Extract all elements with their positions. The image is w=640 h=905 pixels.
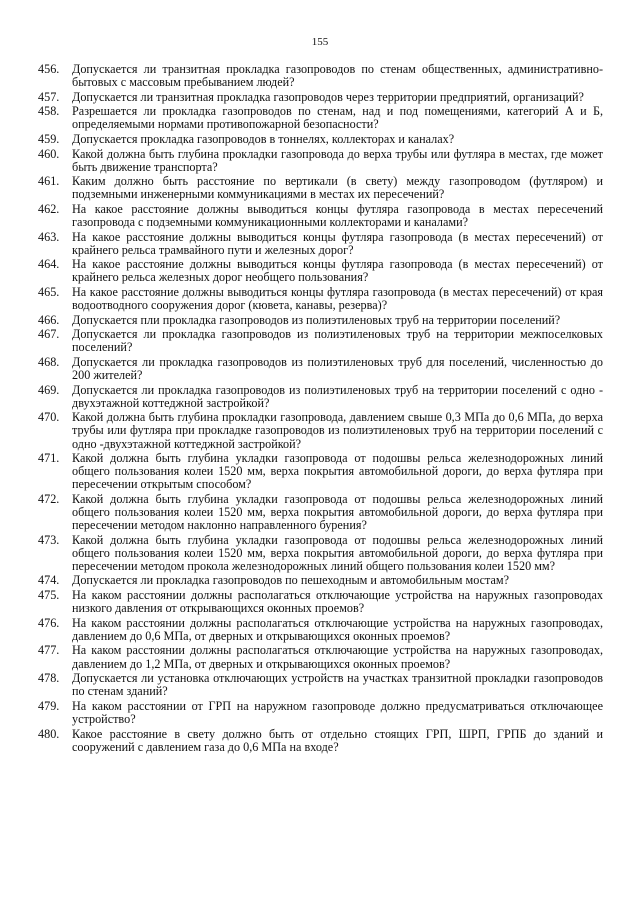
question-number: 464.: [38, 257, 60, 272]
question-item: [38, 589, 603, 615]
question-number: 456.: [38, 62, 60, 76]
question-text: Допускается ли транзитная прокладка газопроводов по стенам общественных, административно-бытовых с массовым пребыванием людей?: [72, 62, 603, 90]
question-item: [38, 286, 603, 312]
question-number: 478.: [38, 671, 60, 686]
question-item: [38, 91, 603, 104]
question-text: Допускается ли установка отключающих устройств на участках транзитной прокладки газопроводов по стенам зданий?: [72, 671, 603, 699]
question-number: 460.: [38, 146, 60, 161]
question-number: 477.: [38, 643, 60, 658]
question-item: [38, 231, 603, 257]
question-number: 457.: [38, 89, 60, 104]
question-text: Каким должно быть расстояние по вертикали (в свету) между газопроводом (футляром) и подземными инженерными коммуникациями в местах их пересечений?: [72, 174, 603, 202]
question-number: 475.: [38, 588, 60, 603]
question-text: Допускается ли прокладка газопроводов из полиэтиленовых труб на территории поселений с одно - двухэтажной коттеджной застройкой?: [72, 382, 603, 410]
question-text: На каком расстоянии должны располагаться отключающие устройства на наружных газопроводах, давлением до 0,6 МПа, от дверных и открывающихся оконных проемов?: [72, 615, 603, 643]
question-item: [38, 356, 603, 382]
question-text: На какое расстояние должны выводиться концы футляра газопровода (в местах пересечений) от крайнего рельса железных дорог необщего пользования?: [72, 257, 603, 285]
question-number: 458.: [38, 104, 60, 119]
question-text: Допускается ли прокладка газопроводов по пешеходным и автомобильным мостам?: [72, 573, 510, 588]
question-text: Допускается прокладка газопроводов в тоннелях, коллекторах и каналах?: [72, 131, 455, 146]
question-number: 474.: [38, 573, 60, 588]
question-item: [38, 452, 603, 491]
question-item: [38, 203, 603, 229]
question-item: [38, 328, 603, 354]
question-number: 470.: [38, 410, 60, 425]
question-item: [38, 314, 603, 327]
question-text: На какое расстояние должны выводиться концы футляра газопровода (в местах пересечений) от крайнего рельса трамвайного пути и железных дорог?: [72, 229, 603, 257]
question-text: Разрешается ли прокладка газопроводов по стенам, над и под помещениями, категорий А и Б, определяемыми нормами противопожарной безопасности?: [72, 104, 603, 132]
question-number: 468.: [38, 354, 60, 369]
question-number: 480.: [38, 726, 60, 741]
question-item: [38, 644, 603, 670]
question-item: [38, 617, 603, 643]
question-item: [38, 105, 603, 131]
question-item: [38, 148, 603, 174]
question-text: Какой должна быть глубина укладки газопровода от подошвы рельса железнодорожных линий общего пользования колеи 1520 мм, верха покрытия автомобильной дороги, до верха футляра при пересечении методом прокола железнодорожных линий общего пользования колеи 1520 мм?: [72, 532, 603, 573]
question-number: 467.: [38, 327, 60, 342]
question-text: Допускается пли прокладка газопроводов из полиэтиленовых труб на территории поселений?: [72, 312, 561, 327]
question-text: На какое расстояние должны выводиться концы футляра газопровода (в местах пересечений) от края водоотводного сооружения дорог (кювета, канавы, резерва)?: [72, 285, 603, 313]
page-number: 155: [311, 36, 329, 48]
question-text: Какой должна быть глубина прокладки газопровода до верха трубы или футляра в местах, где может быть движение транспорта?: [72, 146, 603, 174]
question-text: Какое расстояние в свету должно быть от отдельно стоящих ГРП, ШРП, ГРПБ до зданий и сооружений с давлением газа до 0,6 МПа на входе?: [72, 726, 603, 754]
question-number: 462.: [38, 201, 60, 216]
question-text: Допускается ли транзитная прокладка газопроводов через территории предприятий, организаций?: [72, 89, 584, 104]
question-number: 465.: [38, 285, 60, 299]
question-text: Какой должна быть глубина укладки газопровода от подошвы рельса железнодорожных линий общего пользования колеи 1520 мм, верха покрытия автомобильной дороги, до верха футляра при пересечении методом наклонно направленного бурения?: [72, 491, 603, 533]
question-text: На какое расстояние должны выводиться концы футляра газопровода в местах пересечений газопровода с подземными коммуникационными коллекторами и каналами?: [72, 201, 603, 230]
question-item: [38, 574, 603, 587]
question-text: На каком расстоянии от ГРП на наружном газопроводе должно предусматриваться отключающее устройство?: [72, 698, 603, 726]
question-number: 471.: [38, 451, 60, 466]
question-text: На каком расстоянии должны располагаться отключающие устройства на наружных газопроводах низкого давления от открывающихся оконных проемов?: [72, 588, 603, 616]
question-number: 472.: [38, 491, 60, 506]
question-list: [38, 63, 603, 755]
question-item: [38, 175, 603, 201]
question-number: 466.: [38, 312, 60, 327]
question-item: [38, 700, 603, 726]
question-text: Допускается ли прокладка газопроводов из полиэтиленовых труб для поселений, численностью до 200 жителей?: [72, 354, 603, 383]
question-item: [38, 384, 603, 410]
question-number: 473.: [38, 532, 60, 547]
question-text: Допускается ли прокладка газопроводов из полиэтиленовых труб на территории межпоселковых поселений?: [72, 327, 603, 355]
question-number: 476.: [38, 615, 60, 630]
question-number: 459.: [38, 131, 60, 146]
question-item: [38, 63, 603, 89]
question-text: На каком расстоянии должны располагаться отключающие устройства на наружных газопроводах, давлением до 1,2 МПа, от дверных и открывающихся оконных проемов?: [72, 643, 603, 671]
question-number: 461.: [38, 174, 60, 189]
question-item: [38, 133, 603, 146]
question-item: [38, 258, 603, 284]
question-number: 463.: [38, 229, 60, 244]
question-text: Какой должна быть глубина прокладки газопровода, давлением свыше 0,3 МПа до 0,6 МПа, до верха трубы или футляра при прокладке газопроводов из полиэтиленовых труб на территории поселений с одно -двухэтажной коттеджной застройкой?: [72, 410, 603, 451]
question-item: [38, 493, 603, 532]
question-item: [38, 672, 603, 698]
question-number: 469.: [38, 382, 60, 397]
question-item: [38, 411, 603, 450]
question-number: 479.: [38, 698, 60, 713]
question-item: [38, 728, 603, 754]
question-text: Какой должна быть глубина укладки газопровода от подошвы рельса железнодорожных линий общего пользования колеи 1520 мм, верха покрытия автомобильной дороги, до верха футляра при пересечении открытым способом?: [72, 451, 603, 492]
question-item: [38, 534, 603, 573]
